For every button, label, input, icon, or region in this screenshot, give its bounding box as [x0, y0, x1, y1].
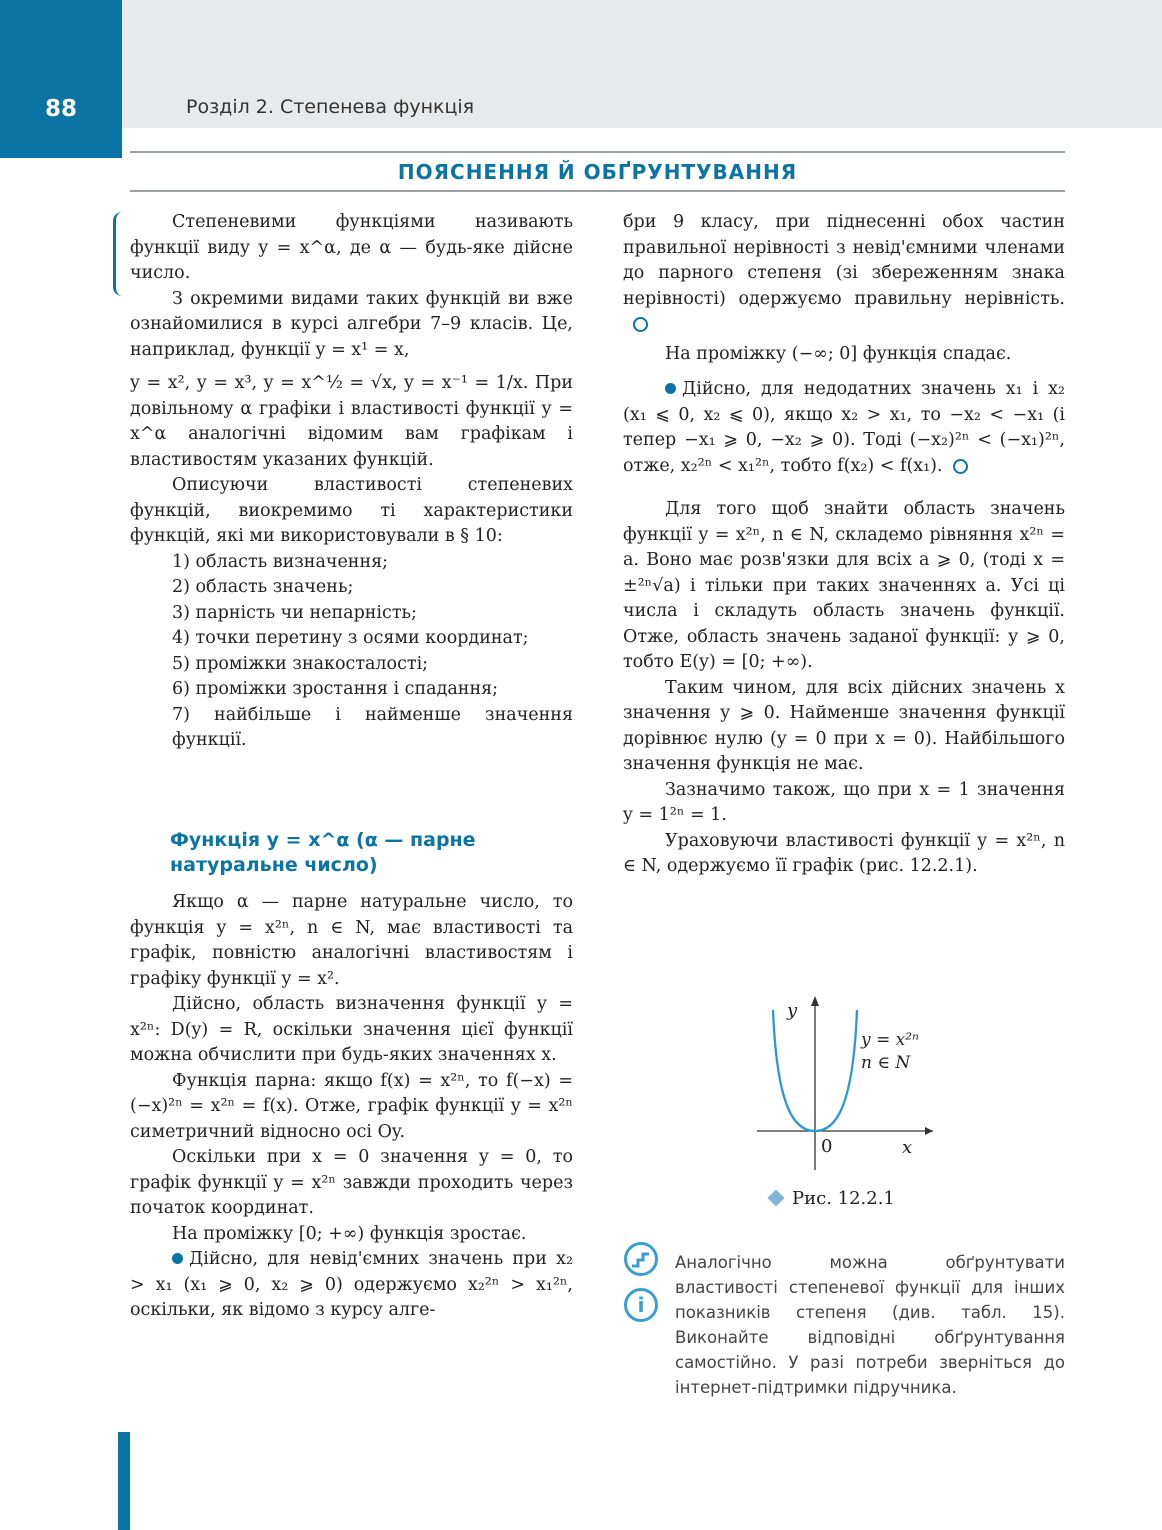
list-item: 7) найбільше і найменше значення функції.: [172, 704, 573, 750]
intro-paragraph-4: Описуючи властивості степеневих функцій, виокремимо ті характеристики функцій, які ми використовували в § 10:: [130, 475, 573, 546]
title-rule: [130, 190, 1065, 192]
proof-text: Дійсно, для невід'ємних значень при x₂ > x₁ (x₁ ⩾ 0, x₂ ⩾ 0) одержуємо x₂²ⁿ > x₁²ⁿ, оскільки, як відомо з курсу алге-: [130, 1249, 573, 1320]
caption-text: Рис. 12.2.1: [792, 1188, 895, 1209]
list-item: 4) точки перетину з осями координат;: [172, 628, 529, 648]
page-number: 88: [44, 96, 77, 122]
proof-start-icon: [665, 383, 676, 394]
paragraph: Для того щоб знайти область значень функції y = x²ⁿ, n ∈ N, складемо рівняння x²ⁿ = a. Воно має розв'язки для всіх a ⩾ 0, (тоді x = ±²ⁿ√a) і тільки при таких значеннях a. Усі ці числа і складуть область значень функції. Отже, область значень заданої функції: y ⩾ 0, тобто E(y) = [0; +∞).: [623, 499, 1065, 672]
right-column: [623, 210, 1065, 880]
chapter-title: Розділ 2. Степенева функція: [186, 96, 475, 118]
proof-start-icon: [172, 1253, 183, 1264]
x-axis-label: x: [902, 1137, 913, 1158]
x-axis-arrow-icon: [925, 1127, 933, 1135]
page-number-tab: [0, 0, 122, 158]
subsection-heading: Функція y = x^α (α — парне натуральне число): [170, 829, 476, 876]
figure-12-2-1: [745, 990, 945, 1180]
proof-text: Дійсно, для недодатних значень x₁ і x₂ (x₁ ⩽ 0, x₂ ⩽ 0), якщо x₂ > x₁, то −x₂ < −x₁ (і тепер −x₁ ⩾ 0, −x₂ ⩾ 0). Тоді (−x₂)²ⁿ < (−x₁)²ⁿ, отже, x₂²ⁿ < x₁²ⁿ, тобто f(x₂) < f(x₁).: [623, 379, 1065, 476]
proof-end-icon: [953, 459, 968, 474]
paragraph: Зазначимо також, що при x = 1 значення y = 1²ⁿ = 1.: [623, 779, 1065, 825]
top-rule: [130, 151, 1065, 153]
definition-bracket: [113, 212, 122, 296]
list-item: 3) парність чи непарність;: [172, 602, 417, 623]
staircase-icon: [627, 1245, 655, 1273]
parabola-graph: [745, 990, 945, 1180]
left-column-lower: [130, 890, 573, 1324]
list-item: 1) область визначення;: [172, 551, 389, 572]
y-axis-label: y: [787, 1000, 798, 1021]
list-item: 6) проміжки зростання і спадання;: [172, 679, 499, 699]
proof-paragraph: [130, 1247, 573, 1324]
proof-end-icon: [633, 317, 648, 332]
figure-caption: [770, 1188, 895, 1209]
paragraph: Функція парна: якщо f(x) = x²ⁿ, то f(−x) = (−x)²ⁿ = x²ⁿ = f(x). Отже, графік функції y = x²ⁿ симетричний відносно осі Oy.: [130, 1070, 573, 1142]
paragraph: [623, 210, 1065, 338]
domain-label: n ∈ N: [861, 1053, 911, 1073]
curve-label: y = x²ⁿ: [861, 1030, 919, 1050]
paragraph: Якщо α — парне натуральне число, то функція y = x²ⁿ, n ∈ N, має властивості та графік, повністю аналогічні властивостям і графіку функції y = x².: [130, 892, 573, 989]
intro-paragraph-3: y = x², y = x³, y = x^½ = √x, y = x⁻¹ = 1/x. При довільному α графіки і властивості функції y = x^α аналогічні відомим вам графікам і властивостям указаних функцій.: [130, 373, 573, 470]
proof-paragraph: [623, 377, 1065, 479]
caption-diamond-icon: [768, 1190, 785, 1207]
left-column: [130, 210, 573, 754]
paragraph: Таким чином, для всіх дійсних значень x значення y ⩾ 0. Найменше значення функції дорівнює нулю (y = 0 при x = 0). Найбільшого значення функція не має.: [623, 677, 1065, 774]
margin-bar: [118, 1432, 130, 1530]
intro-paragraph-1: Степеневими функціями називають функції виду y = x^α, де α — будь-яке дійсне число.: [130, 212, 573, 283]
info-note: Аналогічно можна обґрунтувати властивості степеневої функції для інших показників степеня (див. табл. 15). Виконайте відповідні обґрунтування самостійно. У разі потреби зверніться до інтернет-підтримки підручника.: [675, 1253, 1065, 1397]
origin-label: 0: [821, 1136, 833, 1157]
intro-paragraph-2: З окремими видами таких функцій ви вже ознайомилися в курсі алгебри 7–9 класів. Це, наприклад, функції y = x¹ = x,: [130, 288, 573, 360]
paragraph: На проміжку (−∞; 0] функція спадає.: [665, 343, 1012, 364]
steps-icon: [624, 1242, 658, 1276]
paragraph: Ураховуючи властивості функції y = x²ⁿ, n ∈ N, одержуємо її графік (рис. 12.2.1).: [623, 830, 1065, 876]
info-icon: i: [624, 1288, 658, 1322]
list-item: 2) область значень;: [172, 577, 354, 597]
y-axis-arrow-icon: [811, 996, 819, 1006]
section-title: ПОЯСНЕННЯ Й ОБҐРУНТУВАННЯ: [397, 160, 798, 184]
list-item: 5) проміжки знакосталості;: [172, 653, 429, 674]
paragraph: На проміжку [0; +∞) функція зростає.: [172, 1223, 527, 1244]
paragraph: Оскільки при x = 0 значення y = 0, то графік функції y = x²ⁿ завжди проходить через початок координат.: [130, 1147, 573, 1218]
paragraph: Дійсно, область визначення функції y = x²ⁿ: D(y) = R, оскільки значення цієї функції можна обчислити при будь-яких значеннях x.: [130, 994, 573, 1065]
proof-text: бри 9 класу, при піднесенні обох частин правильної нерівності з невід'ємними членами до парного степеня (зі збереженням знака нерівності) одержуємо правильну нерівність.: [623, 212, 1065, 309]
